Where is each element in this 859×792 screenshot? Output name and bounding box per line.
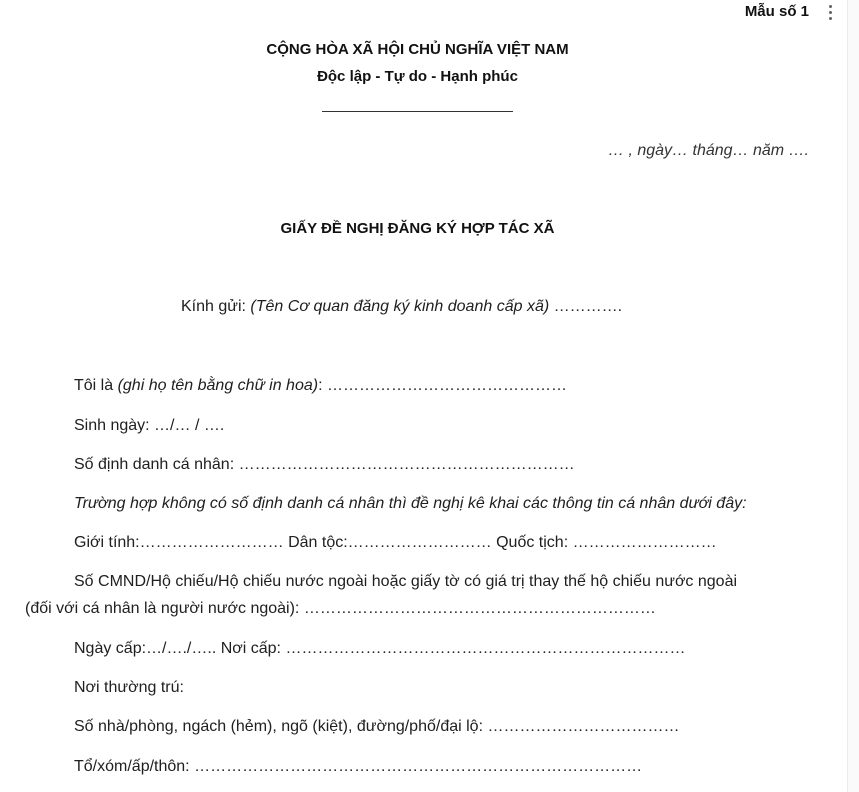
street-address-field: Số nhà/phòng, ngách (hẻm), ngõ (kiệt), đường/phố/đại lộ: ……………………………… [74, 718, 680, 735]
recipient-prefix: Kính gửi: [181, 298, 251, 315]
date-line: … , ngày… tháng… năm …. [608, 142, 809, 159]
motto-underline [322, 111, 513, 112]
recipient-placeholder: (Tên Cơ quan đăng ký kinh doanh cấp xã) [250, 298, 550, 315]
name-field [74, 377, 567, 395]
personal-id-field: Số định danh cá nhân: ……………………………………………………… [74, 456, 575, 473]
country-name: CỘNG HÒA XÃ HỘI CHỦ NGHĨA VIỆT NAM [266, 41, 569, 58]
more-options-icon[interactable] [826, 5, 834, 23]
name-dots: : ……………………………………… [318, 377, 567, 394]
scrollbar[interactable] [847, 0, 859, 792]
id-document-field: Số CMND/Hộ chiếu/Hộ chiếu nước ngoài hoặc giấy tờ có giá trị thay thế hộ chiếu nước ngoài [74, 573, 738, 590]
recipient-line [181, 298, 622, 316]
residence-label: Nơi thường trú: [74, 679, 184, 696]
instruction-note: Trường hợp không có số định danh cá nhân thì đề nghị kê khai các thông tin cá nhân dưới đây: [74, 495, 747, 512]
hamlet-field: Tổ/xóm/ấp/thôn: ………………………………………………………………………… [74, 758, 643, 775]
document-title: GIẤY ĐỀ NGHỊ ĐĂNG KÝ HỢP TÁC XÃ [280, 220, 555, 237]
id-document-field-continued: (đối với cá nhân là người nước ngoài): ………………………………………………………… [25, 600, 656, 617]
issue-date-place-field: Ngày cấp:…/…./….. Nơi cấp: ………………………………………………………………… [74, 640, 686, 657]
national-motto: Độc lập - Tự do - Hạnh phúc [317, 68, 518, 85]
name-instruction: (ghi họ tên bằng chữ in hoa) [117, 377, 319, 394]
birth-date-field: Sinh ngày: …/… / …. [74, 417, 225, 434]
form-number: Mẫu số 1 [744, 3, 809, 20]
name-label: Tôi là [74, 377, 118, 394]
gender-ethnicity-nationality-field: Giới tính:……………………… Dân tộc:……………………… Quốc tịch: ……………………… [74, 534, 717, 551]
recipient-dots: …………. [549, 298, 623, 315]
